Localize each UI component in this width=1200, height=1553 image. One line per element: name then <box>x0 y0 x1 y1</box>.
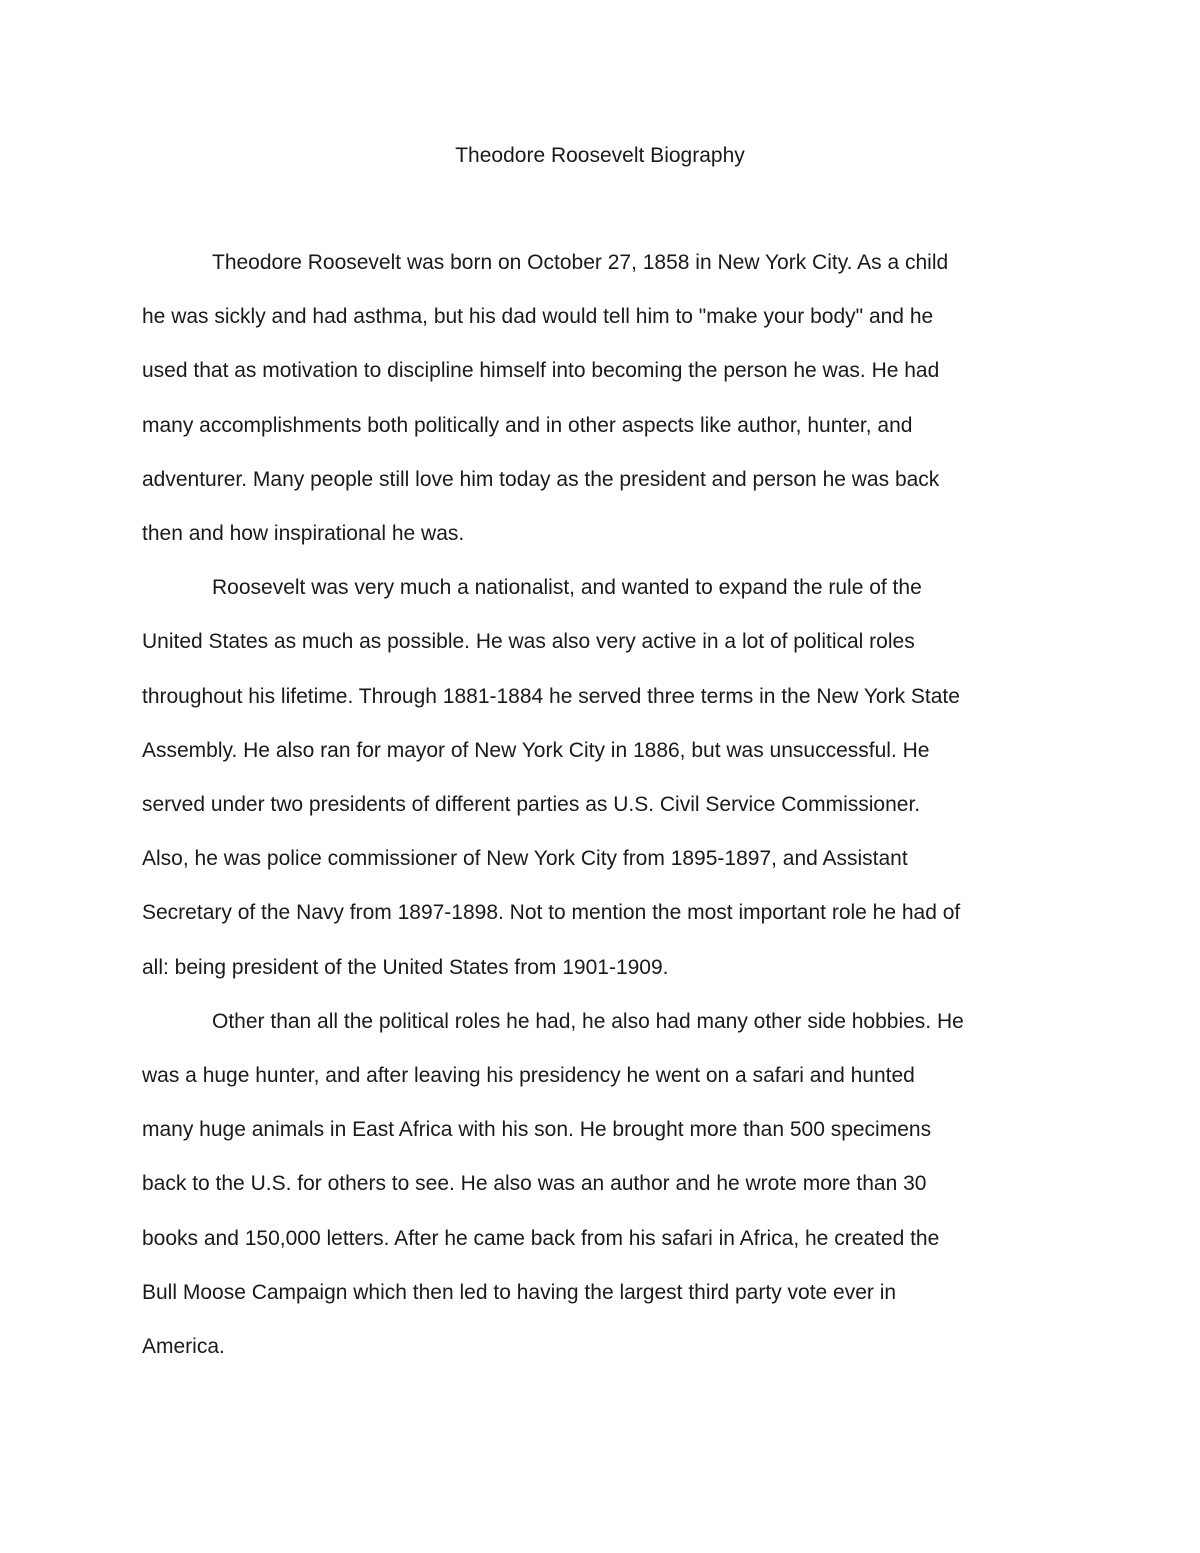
paragraph-line: then and how inspirational he was. <box>142 522 465 546</box>
document-body <box>142 236 1062 1374</box>
paragraph-line: many huge animals in East Africa with his son. He brought more than 500 specimens <box>142 1118 932 1142</box>
paragraph-line: Bull Moose Campaign which then led to having the largest third party vote ever in <box>142 1280 897 1304</box>
paragraph-line: books and 150,000 letters. After he came back from his safari in Africa, he created the <box>142 1226 940 1250</box>
paragraph-line: United States as much as possible. He was also very active in a lot of political roles <box>142 630 915 654</box>
paragraph-line: adventurer. Many people still love him today as the president and person he was back <box>142 467 940 491</box>
paragraph-line: he was sickly and had asthma, but his dad would tell him to "make your body" and he <box>142 305 934 329</box>
paragraph-2 <box>142 561 1062 995</box>
paragraph-line: Theodore Roosevelt was born on October 27, 1858 in New York City. As a child <box>212 251 949 274</box>
paragraph-line: was a huge hunter, and after leaving his presidency he went on a safari and hunted <box>142 1064 915 1088</box>
paragraph-3 <box>142 995 1062 1374</box>
paragraph-line: used that as motivation to discipline himself into becoming the person he was. He had <box>142 359 940 383</box>
paragraph-line: served under two presidents of different parties as U.S. Civil Service Commissioner. <box>142 793 921 817</box>
document-title: Theodore Roosevelt Biography <box>455 144 745 167</box>
paragraph-line: Roosevelt was very much a nationalist, and wanted to expand the rule of the <box>212 576 922 600</box>
paragraph-1 <box>142 236 1062 561</box>
paragraph-line: many accomplishments both politically and in other aspects like author, hunter, and <box>142 413 913 437</box>
paragraph-line: Also, he was police commissioner of New York City from 1895-1897, and Assistant <box>142 847 908 871</box>
paragraph-line: all: being president of the United States from 1901-1909. <box>142 955 669 979</box>
paragraph-line: America. <box>142 1335 225 1359</box>
paragraph-line: back to the U.S. for others to see. He also was an author and he wrote more than 30 <box>142 1172 927 1196</box>
paragraph-line: Other than all the political roles he had, he also had many other side hobbies. He <box>212 1009 964 1033</box>
paragraph-line: Secretary of the Navy from 1897-1898. Not to mention the most important role he had of <box>142 901 961 925</box>
paragraph-line: throughout his lifetime. Through 1881-1884 he served three terms in the New York State <box>142 684 960 708</box>
paragraph-line: Assembly. He also ran for mayor of New York City in 1886, but was unsuccessful. He <box>142 738 930 762</box>
